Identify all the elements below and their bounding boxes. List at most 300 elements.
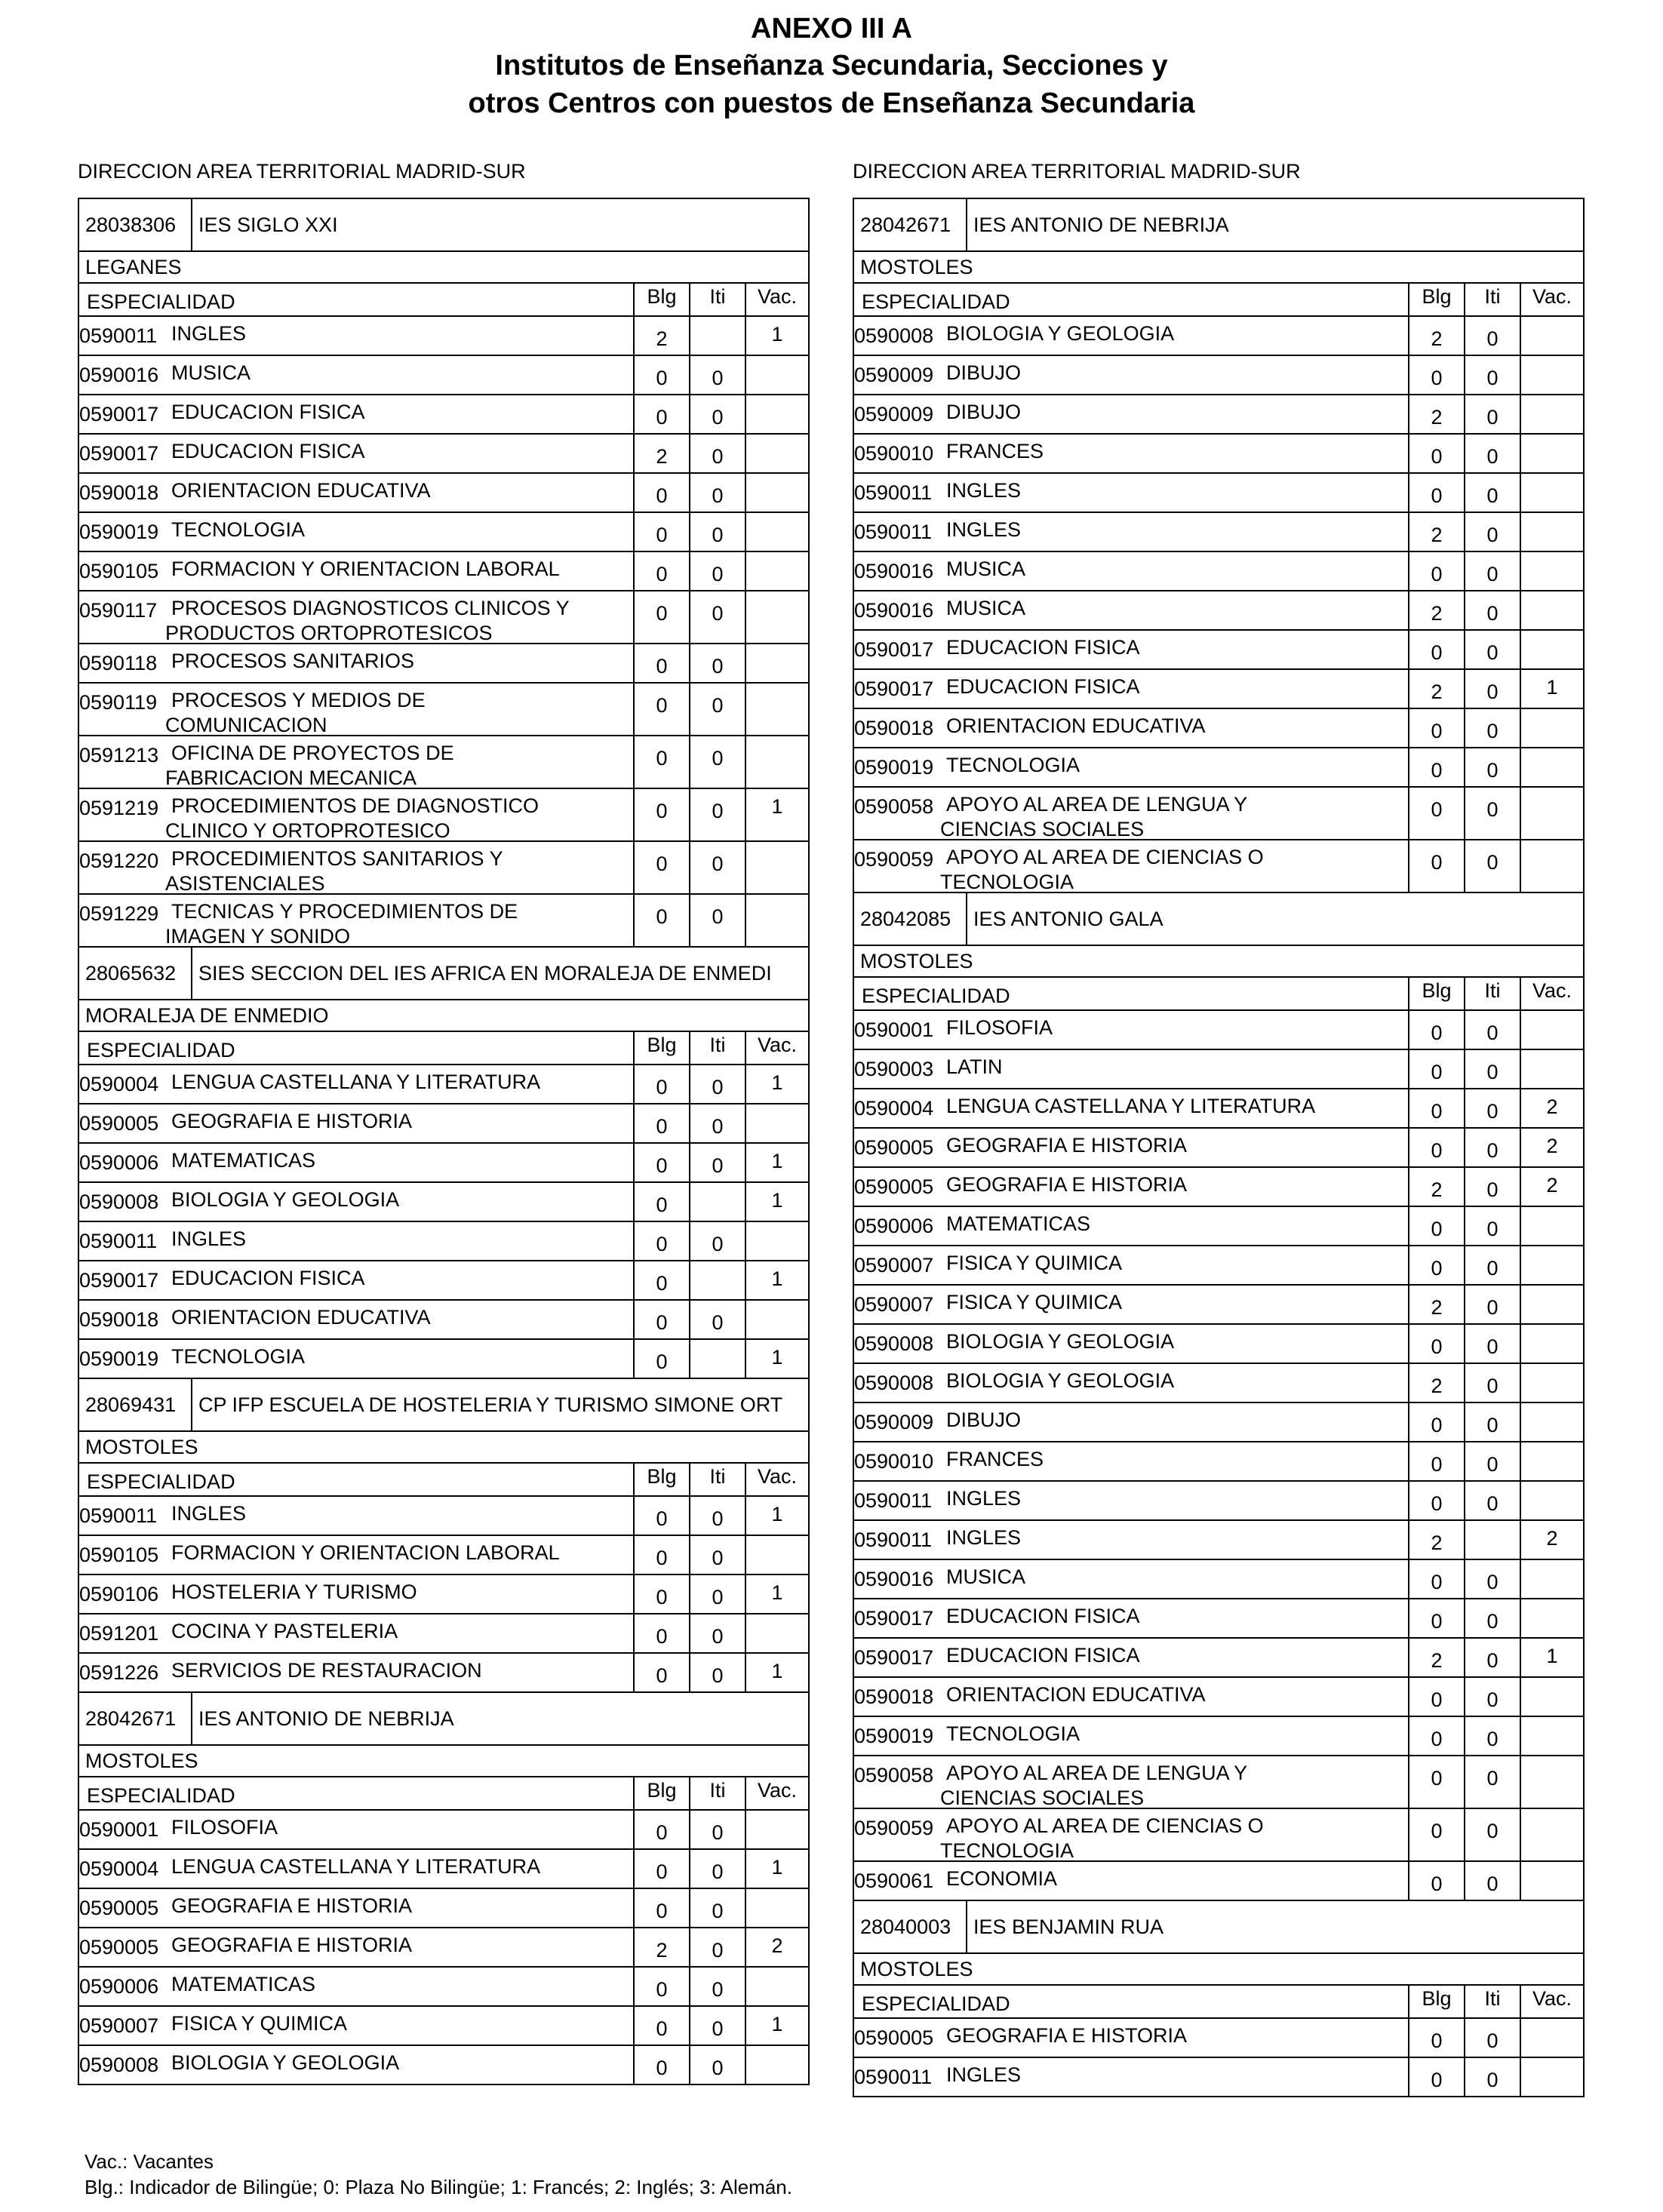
specialty-code: 0590105 <box>79 560 159 582</box>
specialty-code: 0590005 <box>79 1112 159 1135</box>
specialty-name <box>171 2051 633 2082</box>
vac-cell: 1 <box>745 1144 808 1181</box>
row-description <box>854 1207 1408 1245</box>
specialty-name <box>946 1643 1408 1675</box>
blg-cell: 0 <box>1408 709 1464 747</box>
direccion-heading: DIRECCION AREA TERRITORIAL MADRID-SUR <box>78 160 526 183</box>
iti-cell <box>689 1183 745 1221</box>
vac-cell <box>1520 591 1583 629</box>
specialty-name-line: ASISTENCIALES <box>165 872 325 895</box>
vac-cell: 1 <box>745 1850 808 1888</box>
header-vac: Vac. <box>745 284 808 315</box>
vac-cell: 2 <box>1520 1168 1583 1206</box>
vac-cell <box>745 1614 808 1652</box>
blg-cell: 0 <box>633 1065 689 1103</box>
vac-cell <box>1520 1442 1583 1480</box>
specialty-code: 0590011 <box>854 521 933 543</box>
specialty-code: 0590006 <box>79 1151 159 1174</box>
blg-cell: 0 <box>633 1183 689 1221</box>
blg-cell: 0 <box>1408 840 1464 892</box>
specialty-name <box>940 792 1408 840</box>
vac-cell <box>1520 1246 1583 1284</box>
table-row <box>79 2046 808 2085</box>
blg-cell: 0 <box>633 1968 689 2005</box>
vac-cell <box>1520 788 1583 839</box>
blg-cell: 2 <box>633 1928 689 1966</box>
header-iti: Iti <box>689 1464 745 1495</box>
specialty-name <box>946 400 1408 432</box>
vac-cell: 1 <box>745 1340 808 1378</box>
iti-cell: 0 <box>1464 2019 1520 2057</box>
iti-cell: 0 <box>689 842 745 893</box>
blg-cell: 0 <box>633 552 689 590</box>
table-row <box>79 1183 808 1222</box>
table-row <box>854 1129 1583 1168</box>
specialty-name-line: BIOLOGIA Y GEOLOGIA <box>171 1188 400 1211</box>
specialty-name-line: INGLES <box>946 518 1022 541</box>
specialty-name <box>946 714 1408 745</box>
table-row <box>854 1207 1583 1246</box>
specialty-name-line: ECONOMIA <box>946 1867 1058 1890</box>
vac-cell <box>745 1811 808 1848</box>
vac-cell <box>1520 1325 1583 1363</box>
iti-cell: 0 <box>689 1575 745 1613</box>
specialty-name <box>946 1094 1408 1126</box>
header-especialidad: ESPECIALIDAD <box>87 1784 235 1807</box>
specialty-code: 0590017 <box>854 677 934 700</box>
blg-cell: 0 <box>633 736 689 788</box>
specialty-code: 0590019 <box>854 1725 934 1747</box>
row-description <box>79 684 633 735</box>
center-header <box>854 199 1583 252</box>
table-row <box>854 435 1583 474</box>
specialty-name <box>946 674 1408 706</box>
table-row <box>79 2007 808 2046</box>
specialty-code: 0590005 <box>854 1136 934 1159</box>
specialty-name-line: INGLES <box>171 322 247 345</box>
row-description <box>854 748 1408 786</box>
header-especialidad: ESPECIALIDAD <box>87 290 235 313</box>
vac-cell <box>1520 1207 1583 1245</box>
vac-cell: 1 <box>1520 1639 1583 1676</box>
specialty-code: 0590105 <box>79 1544 159 1566</box>
specialty-name <box>171 1658 633 1690</box>
specialty-name <box>171 1305 633 1337</box>
row-description <box>854 1560 1408 1598</box>
specialty-name <box>946 321 1408 353</box>
vac-cell: 1 <box>745 1497 808 1535</box>
vac-cell <box>1520 1809 1583 1860</box>
table-row <box>79 1104 808 1144</box>
iti-cell: 0 <box>1464 748 1520 786</box>
row-description <box>79 1222 633 1260</box>
specialty-code: 0590019 <box>79 1347 159 1370</box>
locality: LEGANES <box>79 252 808 284</box>
specialty-name <box>171 518 633 549</box>
specialty-code: 0590058 <box>854 795 934 818</box>
specialty-name-line: GEOGRAFIA E HISTORIA <box>171 1110 413 1132</box>
specialty-name-line: DIBUJO <box>946 1409 1022 1431</box>
row-description <box>79 1889 633 1927</box>
iti-cell: 0 <box>1464 709 1520 747</box>
header-iti: Iti <box>1464 978 1520 1009</box>
vac-cell <box>745 552 808 590</box>
blg-cell: 0 <box>1408 552 1464 590</box>
blg-cell: 0 <box>1408 356 1464 394</box>
specialty-name <box>946 635 1408 667</box>
row-description <box>854 1717 1408 1755</box>
specialty-name <box>946 478 1408 510</box>
vac-cell <box>745 736 808 788</box>
specialty-code: 0590010 <box>854 442 934 465</box>
vac-cell: 2 <box>1520 1129 1583 1166</box>
iti-cell: 0 <box>1464 1678 1520 1716</box>
blg-cell: 0 <box>633 789 689 840</box>
center-code: 28065632 <box>79 948 192 999</box>
specialty-name <box>171 1541 633 1572</box>
specialty-code: 0590008 <box>79 2054 159 2076</box>
row-description <box>854 317 1408 355</box>
iti-cell: 0 <box>689 895 745 946</box>
specialty-name-line: FRANCES <box>946 440 1044 462</box>
iti-cell: 0 <box>1464 1756 1520 1808</box>
table-row <box>79 842 808 895</box>
table-row <box>79 1968 808 2007</box>
row-description <box>79 1104 633 1142</box>
specialty-code: 0590018 <box>854 1685 934 1708</box>
table-row <box>79 395 808 435</box>
specialty-name <box>946 1408 1408 1439</box>
iti-cell: 0 <box>1464 395 1520 433</box>
vac-cell: 1 <box>745 1575 808 1613</box>
center-header <box>79 948 808 1000</box>
blg-cell: 0 <box>1408 2058 1464 2096</box>
specialty-code: 0590005 <box>79 1897 159 1919</box>
blg-cell: 2 <box>1408 1286 1464 1323</box>
vac-cell: 2 <box>1520 1089 1583 1127</box>
specialty-name-line: LENGUA CASTELLANA Y LITERATURA <box>171 1071 541 1093</box>
iti-cell: 0 <box>689 1497 745 1535</box>
table-row <box>854 1560 1583 1599</box>
vac-cell <box>1520 1717 1583 1755</box>
vac-cell: 1 <box>745 317 808 355</box>
specialty-name-line: HOSTELERIA Y TURISMO <box>171 1581 417 1603</box>
table-column-headers <box>79 284 808 317</box>
vac-cell: 1 <box>745 1654 808 1691</box>
specialty-name <box>946 1447 1408 1479</box>
iti-cell: 0 <box>1464 631 1520 668</box>
table-row <box>854 591 1583 631</box>
table-row <box>854 1678 1583 1717</box>
iti-cell: 0 <box>1464 670 1520 708</box>
row-description <box>79 317 633 355</box>
row-description <box>79 895 633 946</box>
iti-cell: 0 <box>689 1850 745 1888</box>
row-description <box>854 631 1408 668</box>
center-name: IES SIGLO XXI <box>198 214 338 236</box>
specialty-name-line: INGLES <box>946 1487 1022 1510</box>
specialty-name-line: APOYO AL AREA DE CIENCIAS O <box>946 846 1264 868</box>
specialty-code: 0590008 <box>854 1332 934 1355</box>
blg-cell: 0 <box>633 684 689 735</box>
annex-title: ANEXO III A <box>751 13 912 45</box>
specialty-name <box>165 794 633 842</box>
iti-cell: 0 <box>689 513 745 551</box>
iti-cell: 0 <box>1464 591 1520 629</box>
specialty-code: 0590018 <box>854 717 934 739</box>
table-row <box>79 1811 808 1850</box>
vac-cell <box>1520 435 1583 472</box>
specialty-name <box>171 1815 633 1847</box>
row-description <box>854 1639 1408 1676</box>
iti-cell: 0 <box>689 1222 745 1260</box>
specialty-name-line: INGLES <box>171 1227 247 1250</box>
specialty-code: 0590009 <box>854 364 934 386</box>
blg-cell: 0 <box>633 1222 689 1260</box>
table-row <box>854 513 1583 552</box>
specialty-name-line: EDUCACION FISICA <box>946 636 1140 659</box>
row-description <box>79 474 633 512</box>
vac-cell <box>1520 840 1583 892</box>
vac-cell <box>1520 2019 1583 2057</box>
vac-cell <box>1520 1364 1583 1402</box>
blg-cell: 0 <box>633 1261 689 1299</box>
specialty-code: 0590009 <box>854 1411 934 1433</box>
table-row <box>854 1756 1583 1809</box>
specialty-name <box>946 753 1408 785</box>
blg-cell: 0 <box>1408 1129 1464 1166</box>
table-row <box>854 1599 1583 1639</box>
row-description <box>854 1862 1408 1900</box>
iti-cell: 0 <box>1464 1129 1520 1166</box>
center-code: 28042085 <box>854 893 967 945</box>
vac-cell <box>745 1104 808 1142</box>
table-row <box>854 1521 1583 1560</box>
table-row <box>854 395 1583 435</box>
specialty-name <box>946 1486 1408 1518</box>
specialty-name-line: MATEMATICAS <box>171 1149 316 1172</box>
blg-cell: 0 <box>1408 2019 1464 2057</box>
iti-cell <box>689 317 745 355</box>
iti-cell: 0 <box>689 474 745 512</box>
table-row <box>79 1850 808 1889</box>
specialty-name <box>946 1369 1408 1400</box>
table-row <box>854 1050 1583 1089</box>
specialty-name <box>165 596 633 644</box>
iti-cell: 0 <box>689 1536 745 1574</box>
blg-cell: 0 <box>633 842 689 893</box>
vac-cell <box>1520 1560 1583 1598</box>
vac-cell <box>745 474 808 512</box>
table-row <box>79 1536 808 1575</box>
locality: MOSTOLES <box>79 1746 808 1777</box>
row-description <box>79 644 633 682</box>
locality: MORALEJA DE ENMEDIO <box>79 1000 808 1032</box>
blg-cell: 0 <box>633 1889 689 1927</box>
vac-cell <box>745 435 808 472</box>
table-row <box>854 2058 1583 2097</box>
specialty-name-line: MATEMATICAS <box>171 1973 316 1995</box>
blg-cell: 0 <box>1408 788 1464 839</box>
table-row <box>854 1246 1583 1286</box>
row-description <box>79 2007 633 2045</box>
table-row <box>854 788 1583 840</box>
vac-cell <box>1520 709 1583 747</box>
blg-cell: 0 <box>633 1144 689 1181</box>
specialty-name-line: ORIENTACION EDUCATIVA <box>171 1306 431 1329</box>
specialty-code: 0590018 <box>79 481 159 504</box>
iti-cell: 0 <box>689 1968 745 2005</box>
header-vac: Vac. <box>1520 284 1583 315</box>
specialty-name <box>946 1133 1408 1165</box>
blg-cell: 0 <box>1408 1809 1464 1860</box>
row-description <box>854 1756 1408 1808</box>
center-block <box>853 1901 1585 2097</box>
center-code: 28042671 <box>854 199 967 250</box>
blg-cell: 0 <box>633 1301 689 1338</box>
row-description <box>854 1286 1408 1323</box>
table-row <box>79 1928 808 1968</box>
specialty-name-line: GEOGRAFIA E HISTORIA <box>946 1134 1188 1157</box>
blg-cell: 0 <box>1408 1482 1464 1519</box>
row-description <box>854 2058 1408 2096</box>
iti-cell: 0 <box>689 1104 745 1142</box>
table-row <box>79 684 808 736</box>
iti-cell: 0 <box>689 789 745 840</box>
vac-cell <box>1520 2058 1583 2096</box>
specialty-name <box>171 439 633 471</box>
specialty-name-line: SERVICIOS DE RESTAURACION <box>171 1659 482 1682</box>
specialty-code: 0590019 <box>854 756 934 779</box>
vac-cell <box>745 356 808 394</box>
vac-cell <box>1520 474 1583 512</box>
specialty-name-line: INGLES <box>946 479 1022 502</box>
table-row <box>854 2019 1583 2058</box>
center-name: IES ANTONIO DE NEBRIJA <box>198 1707 454 1730</box>
vac-cell <box>745 842 808 893</box>
specialty-code: 0590004 <box>854 1097 934 1120</box>
iti-cell: 0 <box>689 1065 745 1103</box>
specialty-code: 0590016 <box>79 364 159 386</box>
specialty-code: 0590119 <box>79 691 158 714</box>
locality: MOSTOLES <box>854 946 1583 978</box>
specialty-code: 0590059 <box>854 1817 934 1839</box>
specialty-name-line: TECNOLOGIA <box>946 1722 1080 1745</box>
table-row <box>854 1325 1583 1364</box>
specialty-name-line: COMUNICACION <box>165 714 327 736</box>
row-description <box>854 474 1408 512</box>
table-row <box>854 709 1583 748</box>
specialty-code: 0590007 <box>854 1293 934 1316</box>
specialty-name-line: MUSICA <box>946 1565 1026 1588</box>
specialty-name-line: ORIENTACION EDUCATIVA <box>946 714 1206 737</box>
specialty-code: 0590018 <box>79 1308 159 1331</box>
iti-cell: 0 <box>689 435 745 472</box>
locality: MOSTOLES <box>854 1954 1583 1986</box>
row-description <box>854 591 1408 629</box>
row-description <box>79 1340 633 1378</box>
center-name: IES ANTONIO DE NEBRIJA <box>973 214 1229 236</box>
specialty-code: 0590016 <box>854 560 934 582</box>
specialty-code: 0591229 <box>79 902 159 925</box>
row-description <box>854 1129 1408 1166</box>
specialty-code: 0590008 <box>854 324 934 347</box>
specialty-name-line: GEOGRAFIA E HISTORIA <box>171 1934 413 1956</box>
specialty-name <box>940 1814 1408 1862</box>
specialty-code: 0590011 <box>854 2066 933 2088</box>
blg-cell: 2 <box>1408 670 1464 708</box>
center-name: CP IFP ESCUELA DE HOSTELERIA Y TURISMO SIMONE ORT <box>198 1393 783 1416</box>
vac-cell: 1 <box>745 1261 808 1299</box>
specialty-code: 0590059 <box>854 848 934 871</box>
table-row <box>854 552 1583 591</box>
blg-cell: 0 <box>633 1104 689 1142</box>
specialty-name <box>946 596 1408 628</box>
specialty-name-line: TECNOLOGIA <box>946 754 1080 776</box>
specialty-name-line: TECNOLOGIA <box>940 1839 1074 1862</box>
iti-cell: 0 <box>1464 1246 1520 1284</box>
specialty-code: 0590004 <box>79 1073 159 1095</box>
iti-cell: 0 <box>1464 1168 1520 1206</box>
iti-cell: 0 <box>1464 1560 1520 1598</box>
specialty-code: 0590006 <box>854 1215 934 1237</box>
table-row <box>79 789 808 842</box>
specialty-code: 0591226 <box>79 1661 159 1684</box>
blg-cell: 0 <box>1408 435 1464 472</box>
row-description <box>79 1183 633 1221</box>
specialty-name <box>171 1854 633 1886</box>
blg-cell: 0 <box>633 1497 689 1535</box>
row-description <box>854 513 1408 551</box>
iti-cell: 0 <box>689 1928 745 1966</box>
row-description <box>79 513 633 551</box>
specialty-name <box>171 1227 633 1258</box>
table-row <box>854 1482 1583 1521</box>
blg-cell: 0 <box>1408 1246 1464 1284</box>
row-description <box>854 1364 1408 1402</box>
row-description <box>854 395 1408 433</box>
specialty-name <box>171 649 633 680</box>
header-iti: Iti <box>1464 284 1520 315</box>
table-row <box>79 552 808 591</box>
table-row <box>79 1222 808 1261</box>
blg-cell: 0 <box>1408 1756 1464 1808</box>
table-row <box>854 1442 1583 1482</box>
vac-cell: 2 <box>745 1928 808 1966</box>
table-row <box>854 670 1583 709</box>
specialty-name <box>171 1109 633 1141</box>
iti-cell: 0 <box>1464 1442 1520 1480</box>
legend-blg: Blg.: Indicador de Bilingüe; 0: Plaza No Bilingüe; 1: Francés; 2: Inglés; 3: Alemán. <box>85 2176 792 2198</box>
blg-cell: 0 <box>633 395 689 433</box>
iti-cell: 0 <box>689 1654 745 1691</box>
iti-cell: 0 <box>689 2046 745 2084</box>
row-description <box>854 1050 1408 1088</box>
specialty-name-line: BIOLOGIA Y GEOLOGIA <box>946 1369 1175 1392</box>
specialty-name-line: EDUCACION FISICA <box>946 1605 1140 1627</box>
table-row <box>854 631 1583 670</box>
vac-cell <box>1520 1482 1583 1519</box>
header-iti: Iti <box>1464 1986 1520 2017</box>
row-description <box>854 1403 1408 1441</box>
specialty-name <box>171 557 633 588</box>
table-row <box>79 1654 808 1693</box>
specialty-name-line: FILOSOFIA <box>171 1816 278 1839</box>
vac-cell <box>745 1301 808 1338</box>
table-row <box>854 1089 1583 1129</box>
center-code: 28042671 <box>79 1693 192 1744</box>
vac-cell <box>1520 1678 1583 1716</box>
